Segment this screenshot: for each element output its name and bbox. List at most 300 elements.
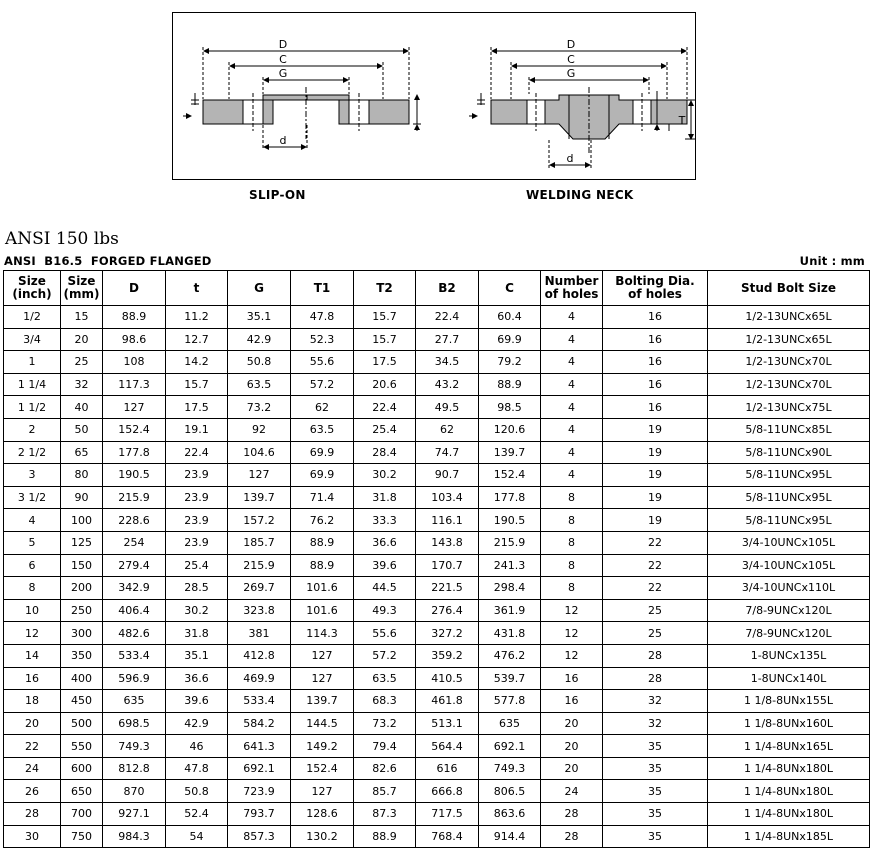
table-cell: 870: [103, 780, 166, 803]
table-cell: 1: [4, 351, 61, 374]
weld-neck-label-T: T: [678, 114, 686, 127]
table-cell: 31.8: [166, 622, 228, 645]
table-cell: 749.3: [103, 735, 166, 758]
table-cell: 19.1: [166, 418, 228, 441]
table-cell: 42.9: [228, 328, 291, 351]
table-cell: 857.3: [228, 825, 291, 848]
table-cell: 79.2: [479, 351, 541, 374]
table-row: [4, 599, 870, 622]
table-cell: 19: [603, 509, 708, 532]
table-row: [4, 531, 870, 554]
table-cell: 23.9: [166, 531, 228, 554]
slip-on-label-d: d: [279, 134, 287, 147]
table-cell: 63.5: [228, 373, 291, 396]
table-row: [4, 780, 870, 803]
table-cell: 1-8UNCx140L: [708, 667, 870, 690]
table-cell: 190.5: [103, 464, 166, 487]
table-cell: 22.4: [166, 441, 228, 464]
table-cell: 24: [541, 780, 603, 803]
table-cell: 28.4: [354, 441, 416, 464]
table-cell: 62: [416, 418, 479, 441]
table-cell: 28: [603, 644, 708, 667]
table-cell: 19: [603, 418, 708, 441]
table-row: [4, 554, 870, 577]
welding-neck-caption: WELDING NECK: [526, 188, 634, 202]
table-cell: 20.6: [354, 373, 416, 396]
table-cell: 19: [603, 441, 708, 464]
table-cell: 3: [4, 464, 61, 487]
table-row: [4, 644, 870, 667]
table-cell: 16: [603, 328, 708, 351]
table-cell: 71.4: [291, 486, 354, 509]
table-cell: 533.4: [103, 644, 166, 667]
table-row: [4, 690, 870, 713]
table-cell: 80: [61, 464, 103, 487]
table-cell: 8: [541, 486, 603, 509]
table-cell: 1 1/4-8UNx165L: [708, 735, 870, 758]
table-row: [4, 825, 870, 848]
table-cell: 500: [61, 712, 103, 735]
table-cell: 18: [4, 690, 61, 713]
table-cell: 3/4-10UNCx110L: [708, 577, 870, 600]
column-header: C: [479, 271, 541, 306]
table-cell: 400: [61, 667, 103, 690]
table-cell: 36.6: [354, 531, 416, 554]
table-cell: 241.3: [479, 554, 541, 577]
table-cell: 30.2: [166, 599, 228, 622]
table-cell: 177.8: [479, 486, 541, 509]
slip-on-label-C: C: [279, 53, 287, 66]
table-cell: 10: [4, 599, 61, 622]
table-cell: 476.2: [479, 644, 541, 667]
table-cell: 127: [291, 667, 354, 690]
table-cell: 120.6: [479, 418, 541, 441]
column-header: D: [103, 271, 166, 306]
table-cell: 85.7: [354, 780, 416, 803]
table-cell: 73.2: [228, 396, 291, 419]
table-cell: 3 1/2: [4, 486, 61, 509]
table-cell: 88.9: [291, 554, 354, 577]
table-cell: 139.7: [228, 486, 291, 509]
table-row: [4, 486, 870, 509]
table-cell: 692.1: [479, 735, 541, 758]
table-cell: 104.6: [228, 441, 291, 464]
table-cell: 125: [61, 531, 103, 554]
table-cell: 359.2: [416, 644, 479, 667]
table-cell: 863.6: [479, 803, 541, 826]
table-cell: 1/2-13UNCx65L: [708, 306, 870, 329]
table-cell: 15.7: [354, 328, 416, 351]
table-cell: 16: [541, 690, 603, 713]
table-cell: 16: [603, 396, 708, 419]
table-cell: 5/8-11UNCx90L: [708, 441, 870, 464]
table-cell: 144.5: [291, 712, 354, 735]
page-title: ANSI 150 lbs: [5, 229, 119, 249]
table-cell: 98.6: [103, 328, 166, 351]
table-cell: 35: [603, 803, 708, 826]
table-cell: 361.9: [479, 599, 541, 622]
table-cell: 8: [541, 554, 603, 577]
table-row: [4, 464, 870, 487]
table-cell: 88.9: [291, 531, 354, 554]
table-cell: 8: [541, 531, 603, 554]
table-cell: 410.5: [416, 667, 479, 690]
table-cell: 47.8: [291, 306, 354, 329]
table-cell: 14.2: [166, 351, 228, 374]
table-cell: 139.7: [479, 441, 541, 464]
table-cell: 1 1/4-8UNx180L: [708, 780, 870, 803]
slip-on-labels: [279, 38, 288, 147]
table-cell: 1/2-13UNCx75L: [708, 396, 870, 419]
table-cell: 635: [103, 690, 166, 713]
table-cell: 52.3: [291, 328, 354, 351]
table-cell: 539.7: [479, 667, 541, 690]
table-cell: 635: [479, 712, 541, 735]
table-cell: 26: [4, 780, 61, 803]
table-cell: 200: [61, 577, 103, 600]
table-cell: 666.8: [416, 780, 479, 803]
table-cell: 276.4: [416, 599, 479, 622]
table-cell: 25: [603, 622, 708, 645]
table-cell: 8: [541, 577, 603, 600]
table-cell: 3/4: [4, 328, 61, 351]
table-cell: 22.4: [416, 306, 479, 329]
table-cell: 22: [4, 735, 61, 758]
table-cell: 25: [61, 351, 103, 374]
table-row: [4, 622, 870, 645]
table-cell: 15: [61, 306, 103, 329]
table-cell: 381: [228, 622, 291, 645]
column-header: B2: [416, 271, 479, 306]
table-cell: 57.2: [291, 373, 354, 396]
table-row: [4, 441, 870, 464]
table-cell: 49.3: [354, 599, 416, 622]
table-cell: 914.4: [479, 825, 541, 848]
table-cell: 24: [4, 757, 61, 780]
table-cell: 4: [541, 418, 603, 441]
table-cell: 43.2: [416, 373, 479, 396]
spec-subtitle: ANSI B16.5 FORGED FLANGED: [4, 254, 212, 268]
table-cell: 723.9: [228, 780, 291, 803]
table-cell: 698.5: [103, 712, 166, 735]
table-cell: 46: [166, 735, 228, 758]
table-cell: 12: [4, 622, 61, 645]
table-cell: 101.6: [291, 599, 354, 622]
column-header: Size (mm): [61, 271, 103, 306]
table-cell: 139.7: [291, 690, 354, 713]
column-header: T2: [354, 271, 416, 306]
table-cell: 4: [541, 464, 603, 487]
table-cell: 12.7: [166, 328, 228, 351]
table-cell: 221.5: [416, 577, 479, 600]
table-cell: 88.9: [103, 306, 166, 329]
table-cell: 14: [4, 644, 61, 667]
table-cell: 36.6: [166, 667, 228, 690]
table-cell: 513.1: [416, 712, 479, 735]
table-cell: 49.5: [416, 396, 479, 419]
table-cell: 39.6: [166, 690, 228, 713]
table-cell: 20: [61, 328, 103, 351]
table-cell: 7/8-9UNCx120L: [708, 622, 870, 645]
table-cell: 750: [61, 825, 103, 848]
weld-neck-label-D: D: [566, 38, 576, 51]
table-cell: 25.4: [354, 418, 416, 441]
column-header: Bolting Dia. of holes: [603, 271, 708, 306]
table-row: [4, 306, 870, 329]
table-cell: 44.5: [354, 577, 416, 600]
table-cell: 39.6: [354, 554, 416, 577]
table-cell: 100: [61, 509, 103, 532]
table-cell: 15.7: [166, 373, 228, 396]
table-cell: 461.8: [416, 690, 479, 713]
table-cell: 22.4: [354, 396, 416, 419]
table-cell: 254: [103, 531, 166, 554]
table-cell: 60.4: [479, 306, 541, 329]
table-cell: 717.5: [416, 803, 479, 826]
table-cell: 152.4: [103, 418, 166, 441]
table-cell: 88.9: [479, 373, 541, 396]
table-row: [4, 803, 870, 826]
slip-on-label-G: G: [278, 67, 288, 80]
table-cell: 22: [603, 531, 708, 554]
table-cell: 6: [4, 554, 61, 577]
table-cell: 114.3: [291, 622, 354, 645]
column-header: Stud Bolt Size: [708, 271, 870, 306]
table-cell: 4: [541, 396, 603, 419]
table-cell: 3/4-10UNCx105L: [708, 554, 870, 577]
table-cell: 117.3: [103, 373, 166, 396]
table-cell: 68.3: [354, 690, 416, 713]
table-cell: 431.8: [479, 622, 541, 645]
table-cell: 641.3: [228, 735, 291, 758]
table-header: [4, 271, 870, 306]
table-cell: 16: [603, 351, 708, 374]
table-cell: 152.4: [479, 464, 541, 487]
table-row: [4, 712, 870, 735]
welding-neck-drawing: [469, 47, 695, 168]
table-cell: 5/8-11UNCx95L: [708, 486, 870, 509]
table-cell: 65: [61, 441, 103, 464]
table-cell: 54: [166, 825, 228, 848]
flange-spec-table: [3, 270, 870, 848]
table-cell: 87.3: [354, 803, 416, 826]
table-cell: 42.9: [166, 712, 228, 735]
table-cell: 76.2: [291, 509, 354, 532]
table-cell: 35: [603, 825, 708, 848]
table-cell: 700: [61, 803, 103, 826]
table-row: [4, 667, 870, 690]
table-cell: 32: [603, 690, 708, 713]
table-cell: 79.4: [354, 735, 416, 758]
table-cell: 5/8-11UNCx95L: [708, 464, 870, 487]
table-cell: 170.7: [416, 554, 479, 577]
table-cell: 17.5: [354, 351, 416, 374]
table-row: [4, 373, 870, 396]
table-cell: 11.2: [166, 306, 228, 329]
table-cell: 27.7: [416, 328, 479, 351]
table-cell: 23.9: [166, 464, 228, 487]
table-cell: 279.4: [103, 554, 166, 577]
slip-on-drawing: [183, 47, 421, 150]
table-cell: 25.4: [166, 554, 228, 577]
table-cell: 300: [61, 622, 103, 645]
table-cell: 564.4: [416, 735, 479, 758]
table-cell: 450: [61, 690, 103, 713]
table-cell: 63.5: [291, 418, 354, 441]
table-cell: 31.8: [354, 486, 416, 509]
table-cell: 15.7: [354, 306, 416, 329]
table-cell: 616: [416, 757, 479, 780]
table-cell: 28.5: [166, 577, 228, 600]
table-cell: 35: [603, 780, 708, 803]
header-row: [4, 271, 870, 306]
column-header: Size (inch): [4, 271, 61, 306]
table-cell: 1/2-13UNCx65L: [708, 328, 870, 351]
table-cell: 177.8: [103, 441, 166, 464]
table-cell: 190.5: [479, 509, 541, 532]
table-cell: 63.5: [354, 667, 416, 690]
table-cell: 5/8-11UNCx85L: [708, 418, 870, 441]
table-cell: 600: [61, 757, 103, 780]
table-cell: 1 1/2: [4, 396, 61, 419]
table-cell: 984.3: [103, 825, 166, 848]
table-cell: 88.9: [354, 825, 416, 848]
table-cell: 23.9: [166, 509, 228, 532]
table-cell: 2 1/2: [4, 441, 61, 464]
table-cell: 47.8: [166, 757, 228, 780]
column-header: t: [166, 271, 228, 306]
table-cell: 12: [541, 622, 603, 645]
table-cell: 185.7: [228, 531, 291, 554]
table-cell: 1 1/8-8UNx155L: [708, 690, 870, 713]
table-cell: 82.6: [354, 757, 416, 780]
table-cell: 55.6: [291, 351, 354, 374]
table-cell: 584.2: [228, 712, 291, 735]
table-cell: 350: [61, 644, 103, 667]
table-cell: 30: [4, 825, 61, 848]
table-cell: 406.4: [103, 599, 166, 622]
table-cell: 793.7: [228, 803, 291, 826]
table-cell: 28: [603, 667, 708, 690]
table-cell: 17.5: [166, 396, 228, 419]
table-cell: 92: [228, 418, 291, 441]
table-cell: 577.8: [479, 690, 541, 713]
table-cell: 298.4: [479, 577, 541, 600]
table-cell: 1 1/4-8UNx180L: [708, 757, 870, 780]
weld-neck-label-C: C: [567, 53, 575, 66]
table-cell: 806.5: [479, 780, 541, 803]
table-cell: 69.9: [291, 441, 354, 464]
table-cell: 4: [541, 306, 603, 329]
table-cell: 150: [61, 554, 103, 577]
table-cell: 4: [541, 441, 603, 464]
table-cell: 4: [541, 373, 603, 396]
table-cell: 8: [541, 509, 603, 532]
flange-drawings: [173, 13, 697, 181]
table-row: [4, 396, 870, 419]
table-cell: 19: [603, 486, 708, 509]
table-cell: 128.6: [291, 803, 354, 826]
column-header: T1: [291, 271, 354, 306]
table-cell: 20: [541, 735, 603, 758]
table-cell: 250: [61, 599, 103, 622]
weld-neck-label-G: G: [566, 67, 576, 80]
table-cell: 40: [61, 396, 103, 419]
table-cell: 1 1/8-8UNx160L: [708, 712, 870, 735]
table-cell: 768.4: [416, 825, 479, 848]
table-cell: 69.9: [291, 464, 354, 487]
table-cell: 1/2-13UNCx70L: [708, 351, 870, 374]
table-cell: 90: [61, 486, 103, 509]
table-cell: 16: [541, 667, 603, 690]
table-cell: 143.8: [416, 531, 479, 554]
slip-on-caption: SLIP-ON: [249, 188, 306, 202]
table-cell: 5: [4, 531, 61, 554]
table-cell: 412.8: [228, 644, 291, 667]
table-cell: 32: [603, 712, 708, 735]
table-row: [4, 351, 870, 374]
table-cell: 4: [4, 509, 61, 532]
table-body: [4, 306, 870, 848]
table-cell: 62: [291, 396, 354, 419]
table-cell: 692.1: [228, 757, 291, 780]
table-cell: 469.9: [228, 667, 291, 690]
column-header: G: [228, 271, 291, 306]
table-cell: 101.6: [291, 577, 354, 600]
table-cell: 149.2: [291, 735, 354, 758]
table-cell: 55.6: [354, 622, 416, 645]
table-cell: 12: [541, 644, 603, 667]
table-cell: 108: [103, 351, 166, 374]
table-cell: 4: [541, 351, 603, 374]
table-row: [4, 577, 870, 600]
table-cell: 157.2: [228, 509, 291, 532]
table-cell: 596.9: [103, 667, 166, 690]
table-cell: 34.5: [416, 351, 479, 374]
table-cell: 127: [291, 644, 354, 667]
table-cell: 269.7: [228, 577, 291, 600]
table-cell: 5/8-11UNCx95L: [708, 509, 870, 532]
table-cell: 20: [4, 712, 61, 735]
table-cell: 1-8UNCx135L: [708, 644, 870, 667]
table-cell: 127: [291, 780, 354, 803]
table-cell: 8: [4, 577, 61, 600]
table-cell: 16: [603, 373, 708, 396]
flange-diagram-box: [172, 12, 696, 180]
table-cell: 73.2: [354, 712, 416, 735]
table-cell: 650: [61, 780, 103, 803]
table-cell: 50.8: [228, 351, 291, 374]
table-cell: 98.5: [479, 396, 541, 419]
table-cell: 215.9: [479, 531, 541, 554]
unit-label: Unit : mm: [799, 254, 865, 268]
table-cell: 323.8: [228, 599, 291, 622]
table-row: [4, 418, 870, 441]
table-cell: 152.4: [291, 757, 354, 780]
table-cell: 50: [61, 418, 103, 441]
table-cell: 127: [228, 464, 291, 487]
table-cell: 1/2: [4, 306, 61, 329]
table-cell: 228.6: [103, 509, 166, 532]
table-row: [4, 757, 870, 780]
table-cell: 127: [103, 396, 166, 419]
table-cell: 533.4: [228, 690, 291, 713]
table-cell: 812.8: [103, 757, 166, 780]
table-cell: 22: [603, 577, 708, 600]
table-cell: 2: [4, 418, 61, 441]
table-cell: 19: [603, 464, 708, 487]
table-row: [4, 735, 870, 758]
